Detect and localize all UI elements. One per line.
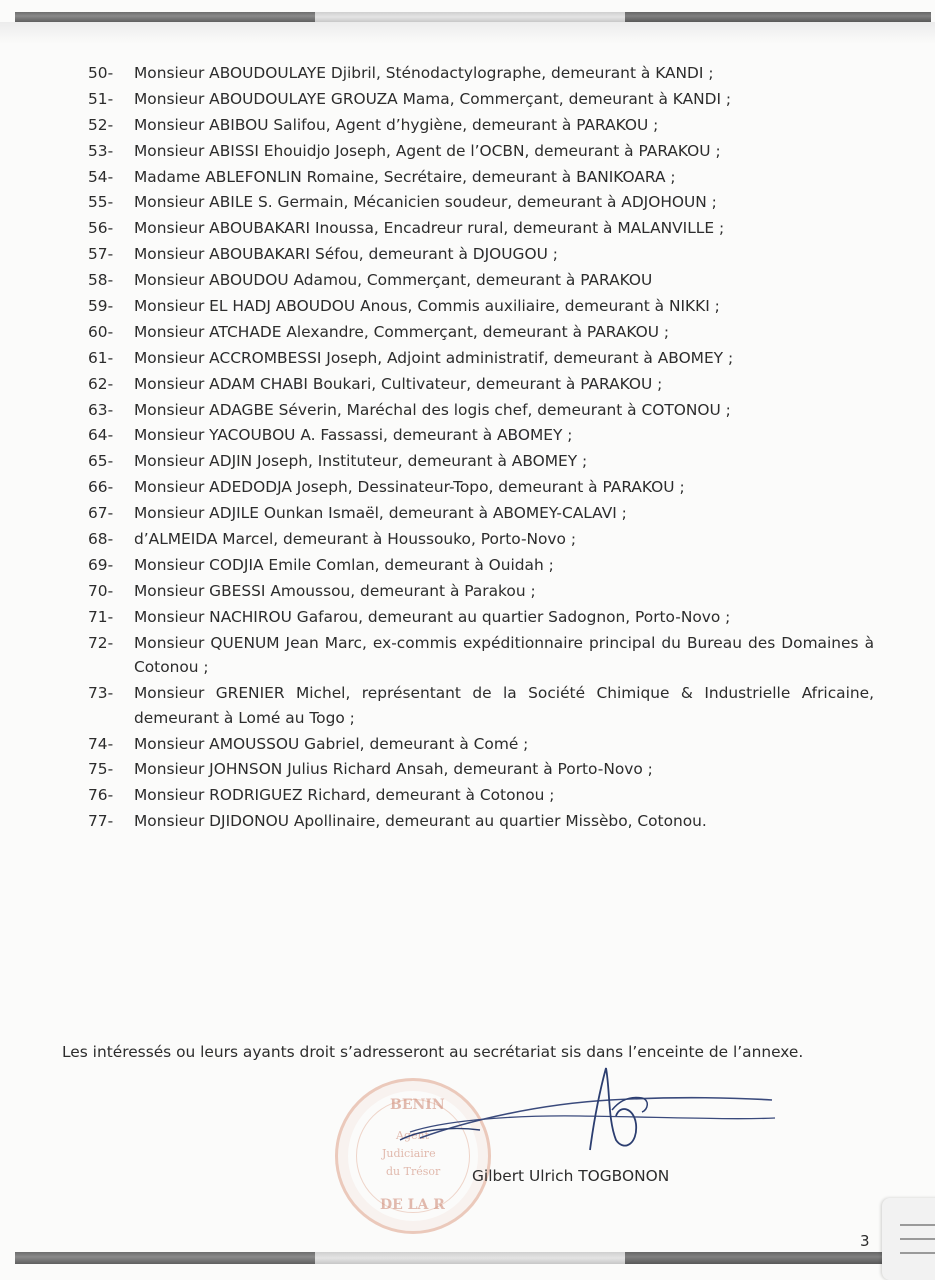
item-text: Monsieur NACHIROU Gafarou, demeurant au quartier Sadognon, Porto-Novo ; [134,607,731,626]
list-item [88,579,874,604]
item-number: 61- [88,348,114,367]
item-text: Monsieur ABISSI Ehouidjo Joseph, Agent de l’OCBN, demeurant à PARAKOU ; [134,141,721,160]
item-text: Madame ABLEFONLIN Romaine, Secrétaire, demeurant à BANIKOARA ; [134,167,676,186]
item-number: 63- [88,400,114,419]
item-number: 72- [88,633,114,652]
item-number: 69- [88,555,114,574]
item-number: 68- [88,530,114,549]
official-stamp: BENIN Agent Judiciaire du Trésor DE LA R [335,1078,491,1234]
list-item [88,87,874,112]
item-text: Monsieur ADAM CHABI Boukari, Cultivateur, demeurant à PARAKOU ; [134,374,663,393]
list-item [88,294,874,319]
item-text: d’ALMEIDA Marcel, demeurant à Houssouko, Porto-Novo ; [134,530,577,549]
hamburger-menu-icon[interactable] [882,1198,935,1280]
item-text: Monsieur GRENIER Michel, représentant de la Société Chimique & Industrielle Africaine, demeurant à Lomé au Togo ; [134,684,874,727]
list-item [88,631,874,680]
item-text: Monsieur CODJIA Emile Comlan, demeurant à Ouidah ; [134,555,554,574]
item-number: 54- [88,167,114,186]
list-item [88,475,874,500]
item-number: 62- [88,374,114,393]
top-shadow [0,22,935,44]
item-number: 57- [88,245,114,264]
list-item [88,216,874,241]
item-number: 66- [88,478,114,497]
handwritten-signature [380,1060,780,1170]
item-text: Monsieur DJIDONOU Apollinaire, demeurant au quartier Missèbo, Cotonou. [134,812,707,831]
item-text: Monsieur ABIBOU Salifou, Agent d’hygiène, demeurant à PARAKOU ; [134,115,659,134]
list-item [88,527,874,552]
item-number: 50- [88,64,114,82]
list-item [88,398,874,423]
item-text: Monsieur ABOUDOU Adamou, Commerçant, demeurant à PARAKOU [134,271,653,290]
item-number: 70- [88,581,114,600]
item-text: Monsieur ACCROMBESSI Joseph, Adjoint administratif, demeurant à ABOMEY ; [134,348,734,367]
item-number: 75- [88,760,114,779]
item-number: 65- [88,452,114,471]
item-text: Monsieur ADAGBE Séverin, Maréchal des logis chef, demeurant à COTONOU ; [134,400,731,419]
item-number: 71- [88,607,114,626]
list-item [88,268,874,293]
list-item [88,757,874,782]
list-item [88,165,874,190]
item-text: Monsieur RODRIGUEZ Richard, demeurant à Cotonou ; [134,786,555,805]
item-number: 74- [88,734,114,753]
list-item [88,449,874,474]
item-text: Monsieur ABOUBAKARI Inoussa, Encadreur rural, demeurant à MALANVILLE ; [134,219,725,238]
list-item [88,501,874,526]
item-text: Monsieur GBESSI Amoussou, demeurant à Parakou ; [134,581,536,600]
top-decorative-bar [15,12,931,22]
item-number: 59- [88,297,114,316]
beneficiary-list [88,61,874,835]
list-item [88,190,874,215]
list-item [88,681,874,730]
item-number: 64- [88,426,114,445]
list-item [88,783,874,808]
list-item [88,809,874,834]
item-text: Monsieur ABOUBAKARI Séfou, demeurant à DJOUGOU ; [134,245,558,264]
list-item [88,346,874,371]
list-item [88,139,874,164]
item-number: 55- [88,193,114,212]
list-item [88,732,874,757]
item-text: Monsieur EL HADJ ABOUDOU Anous, Commis auxiliaire, demeurant à NIKKI ; [134,297,720,316]
list-item [88,320,874,345]
list-item [88,242,874,267]
list-item [88,372,874,397]
item-number: 76- [88,786,114,805]
item-text: Monsieur ABILE S. Germain, Mécanicien soudeur, demeurant à ADJOHOUN ; [134,193,717,212]
item-text: Monsieur QUENUM Jean Marc, ex-commis expéditionnaire principal du Bureau des Domaines à Cotonou ; [134,633,874,677]
item-number: 51- [88,89,114,108]
item-text: Monsieur ADJILE Ounkan Ismaël, demeurant à ABOMEY-CALAVI ; [134,504,627,523]
item-text: Monsieur ABOUDOULAYE GROUZA Mama, Commerçant, demeurant à KANDI ; [134,89,732,108]
page-number: 3 [860,1232,870,1250]
list-item [88,605,874,630]
closing-paragraph: Les intéressés ou leurs ayants droit s’adresseront au secrétariat sis dans l’enceinte de l’annexe. [62,1043,804,1061]
item-text: Monsieur ADEDODJA Joseph, Dessinateur-Topo, demeurant à PARAKOU ; [134,478,685,497]
item-text: Monsieur JOHNSON Julius Richard Ansah, demeurant à Porto-Novo ; [134,760,653,779]
list-item [88,61,874,86]
item-number: 52- [88,115,114,134]
list-item [88,113,874,138]
list-item [88,553,874,578]
item-number: 56- [88,219,114,238]
item-text: Monsieur ATCHADE Alexandre, Commerçant, demeurant à PARAKOU ; [134,322,670,341]
item-number: 73- [88,684,114,703]
item-number: 60- [88,322,114,341]
item-number: 67- [88,504,114,523]
item-number: 58- [88,271,114,290]
item-number: 77- [88,812,114,831]
item-text: Monsieur AMOUSSOU Gabriel, demeurant à Comé ; [134,734,529,753]
list-item [88,423,874,448]
item-text: Monsieur YACOUBOU A. Fassassi, demeurant à ABOMEY ; [134,426,573,445]
item-text: Monsieur ABOUDOULAYE Djibril, Sténodactylographe, demeurant à KANDI ; [134,64,714,82]
item-number: 53- [88,141,114,160]
signatory-name: Gilbert Ulrich TOGBONON [472,1167,670,1185]
bottom-decorative-bar [15,1252,931,1264]
item-text: Monsieur ADJIN Joseph, Instituteur, demeurant à ABOMEY ; [134,452,588,471]
